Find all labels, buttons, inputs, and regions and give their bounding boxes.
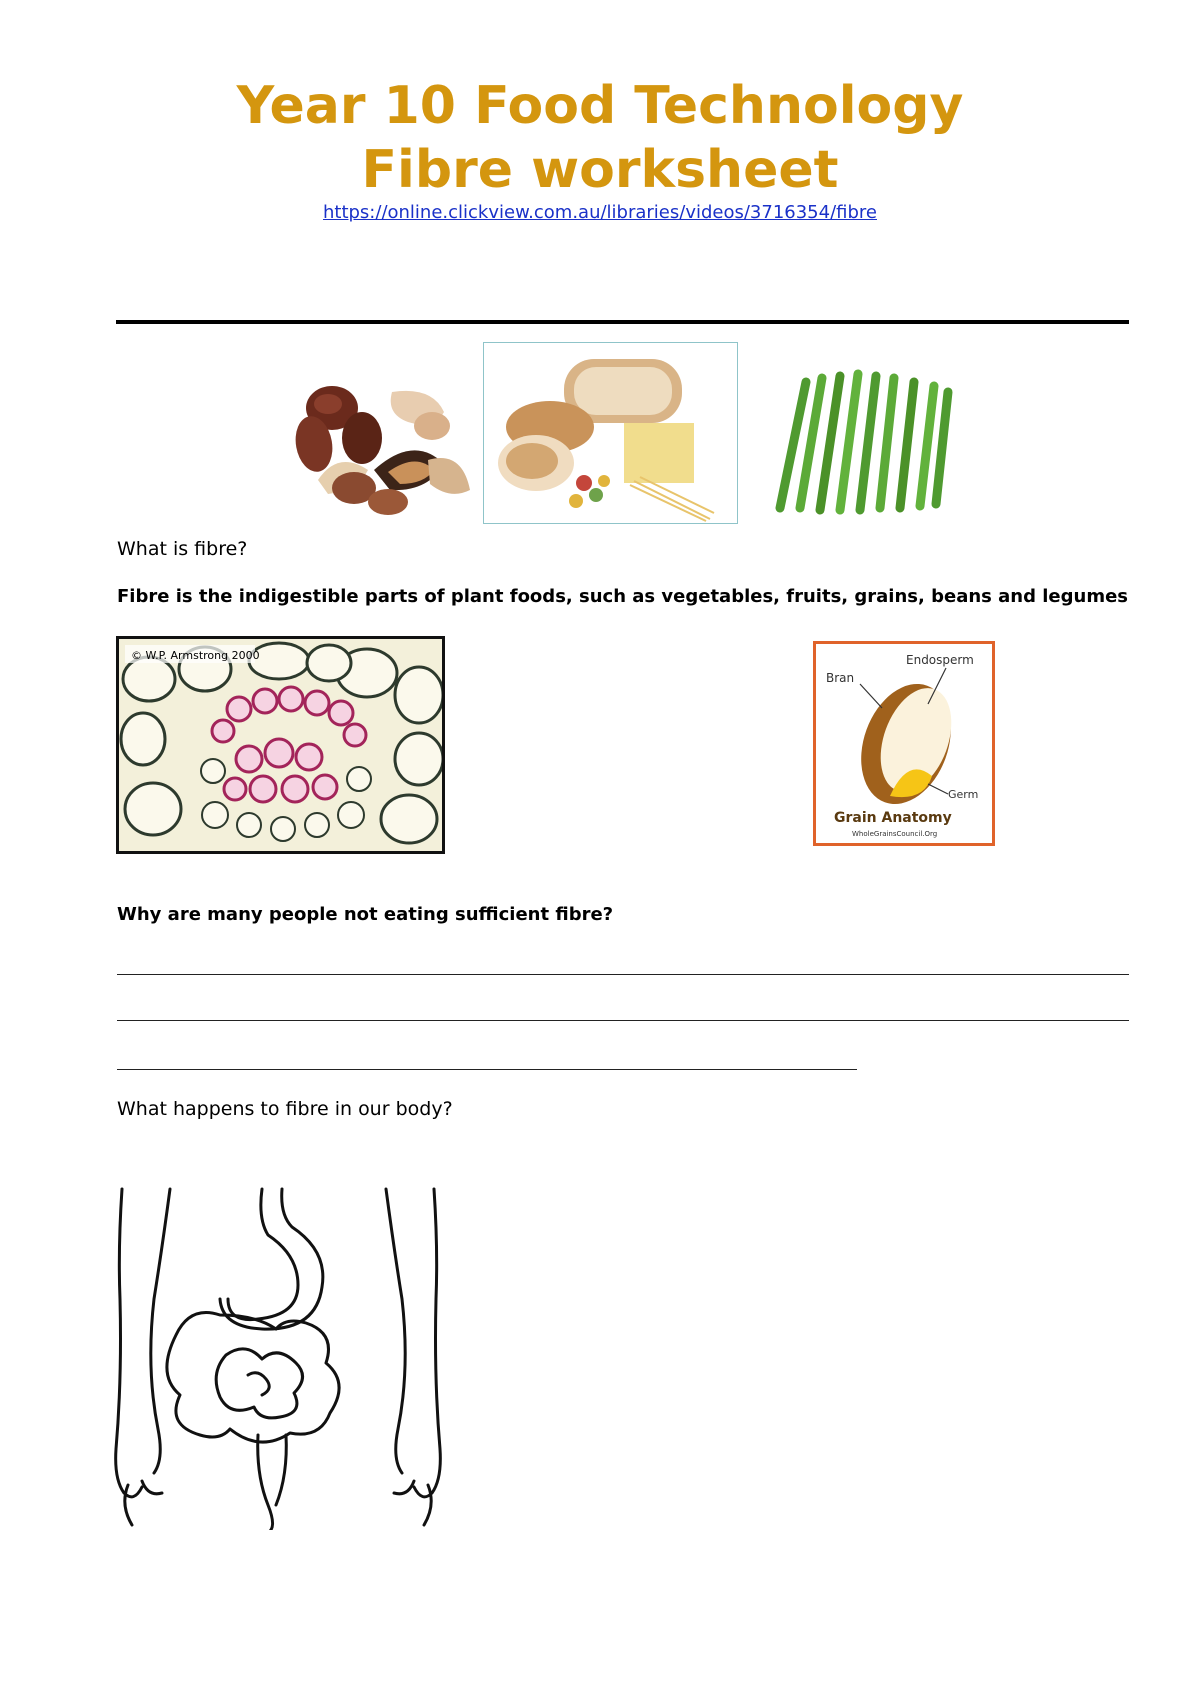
question-fibre-in-body: What happens to fibre in our body?: [117, 1098, 453, 1120]
fibre-definition: Fibre is the indigestible parts of plant foods, such as vegetables, fruits, grains, beans and legumes: [117, 586, 1129, 607]
question-what-is-fibre: What is fibre?: [117, 538, 248, 560]
bran-label: Bran: [826, 671, 855, 685]
answer-line-1[interactable]: [117, 974, 1129, 975]
grain-anatomy-title: Grain Anatomy: [834, 810, 952, 826]
worksheet-title-line-1: Year 10 Food Technology: [236, 76, 964, 136]
micrograph-credit: W.P. Armstrong 2000: [145, 649, 260, 662]
grain-source: WholeGrainsCouncil.Org: [852, 830, 938, 838]
grain-anatomy-diagram: [813, 641, 995, 846]
question-insufficient-fibre: Why are many people not eating sufficient fibre?: [117, 904, 614, 925]
digestive-system-outline: [108, 1185, 448, 1530]
plant-cell-micrograph: [116, 636, 445, 854]
header-divider: [116, 320, 1129, 324]
answer-line-2[interactable]: [117, 1020, 1129, 1021]
svg-text:© W.P. Armstrong 2000: © W.P. Armstrong 2000: [131, 649, 260, 662]
worksheet-title-line-2: Fibre worksheet: [361, 140, 839, 200]
nuts-image: [292, 370, 478, 520]
grains-image: [483, 342, 738, 524]
asparagus-image: [760, 368, 960, 518]
germ-label: Germ: [948, 788, 979, 801]
video-link[interactable]: https://online.clickview.com.au/libraries/videos/3716354/fibre: [322, 202, 877, 223]
endosperm-label: Endosperm: [906, 653, 974, 667]
answer-line-3[interactable]: [117, 1069, 857, 1070]
